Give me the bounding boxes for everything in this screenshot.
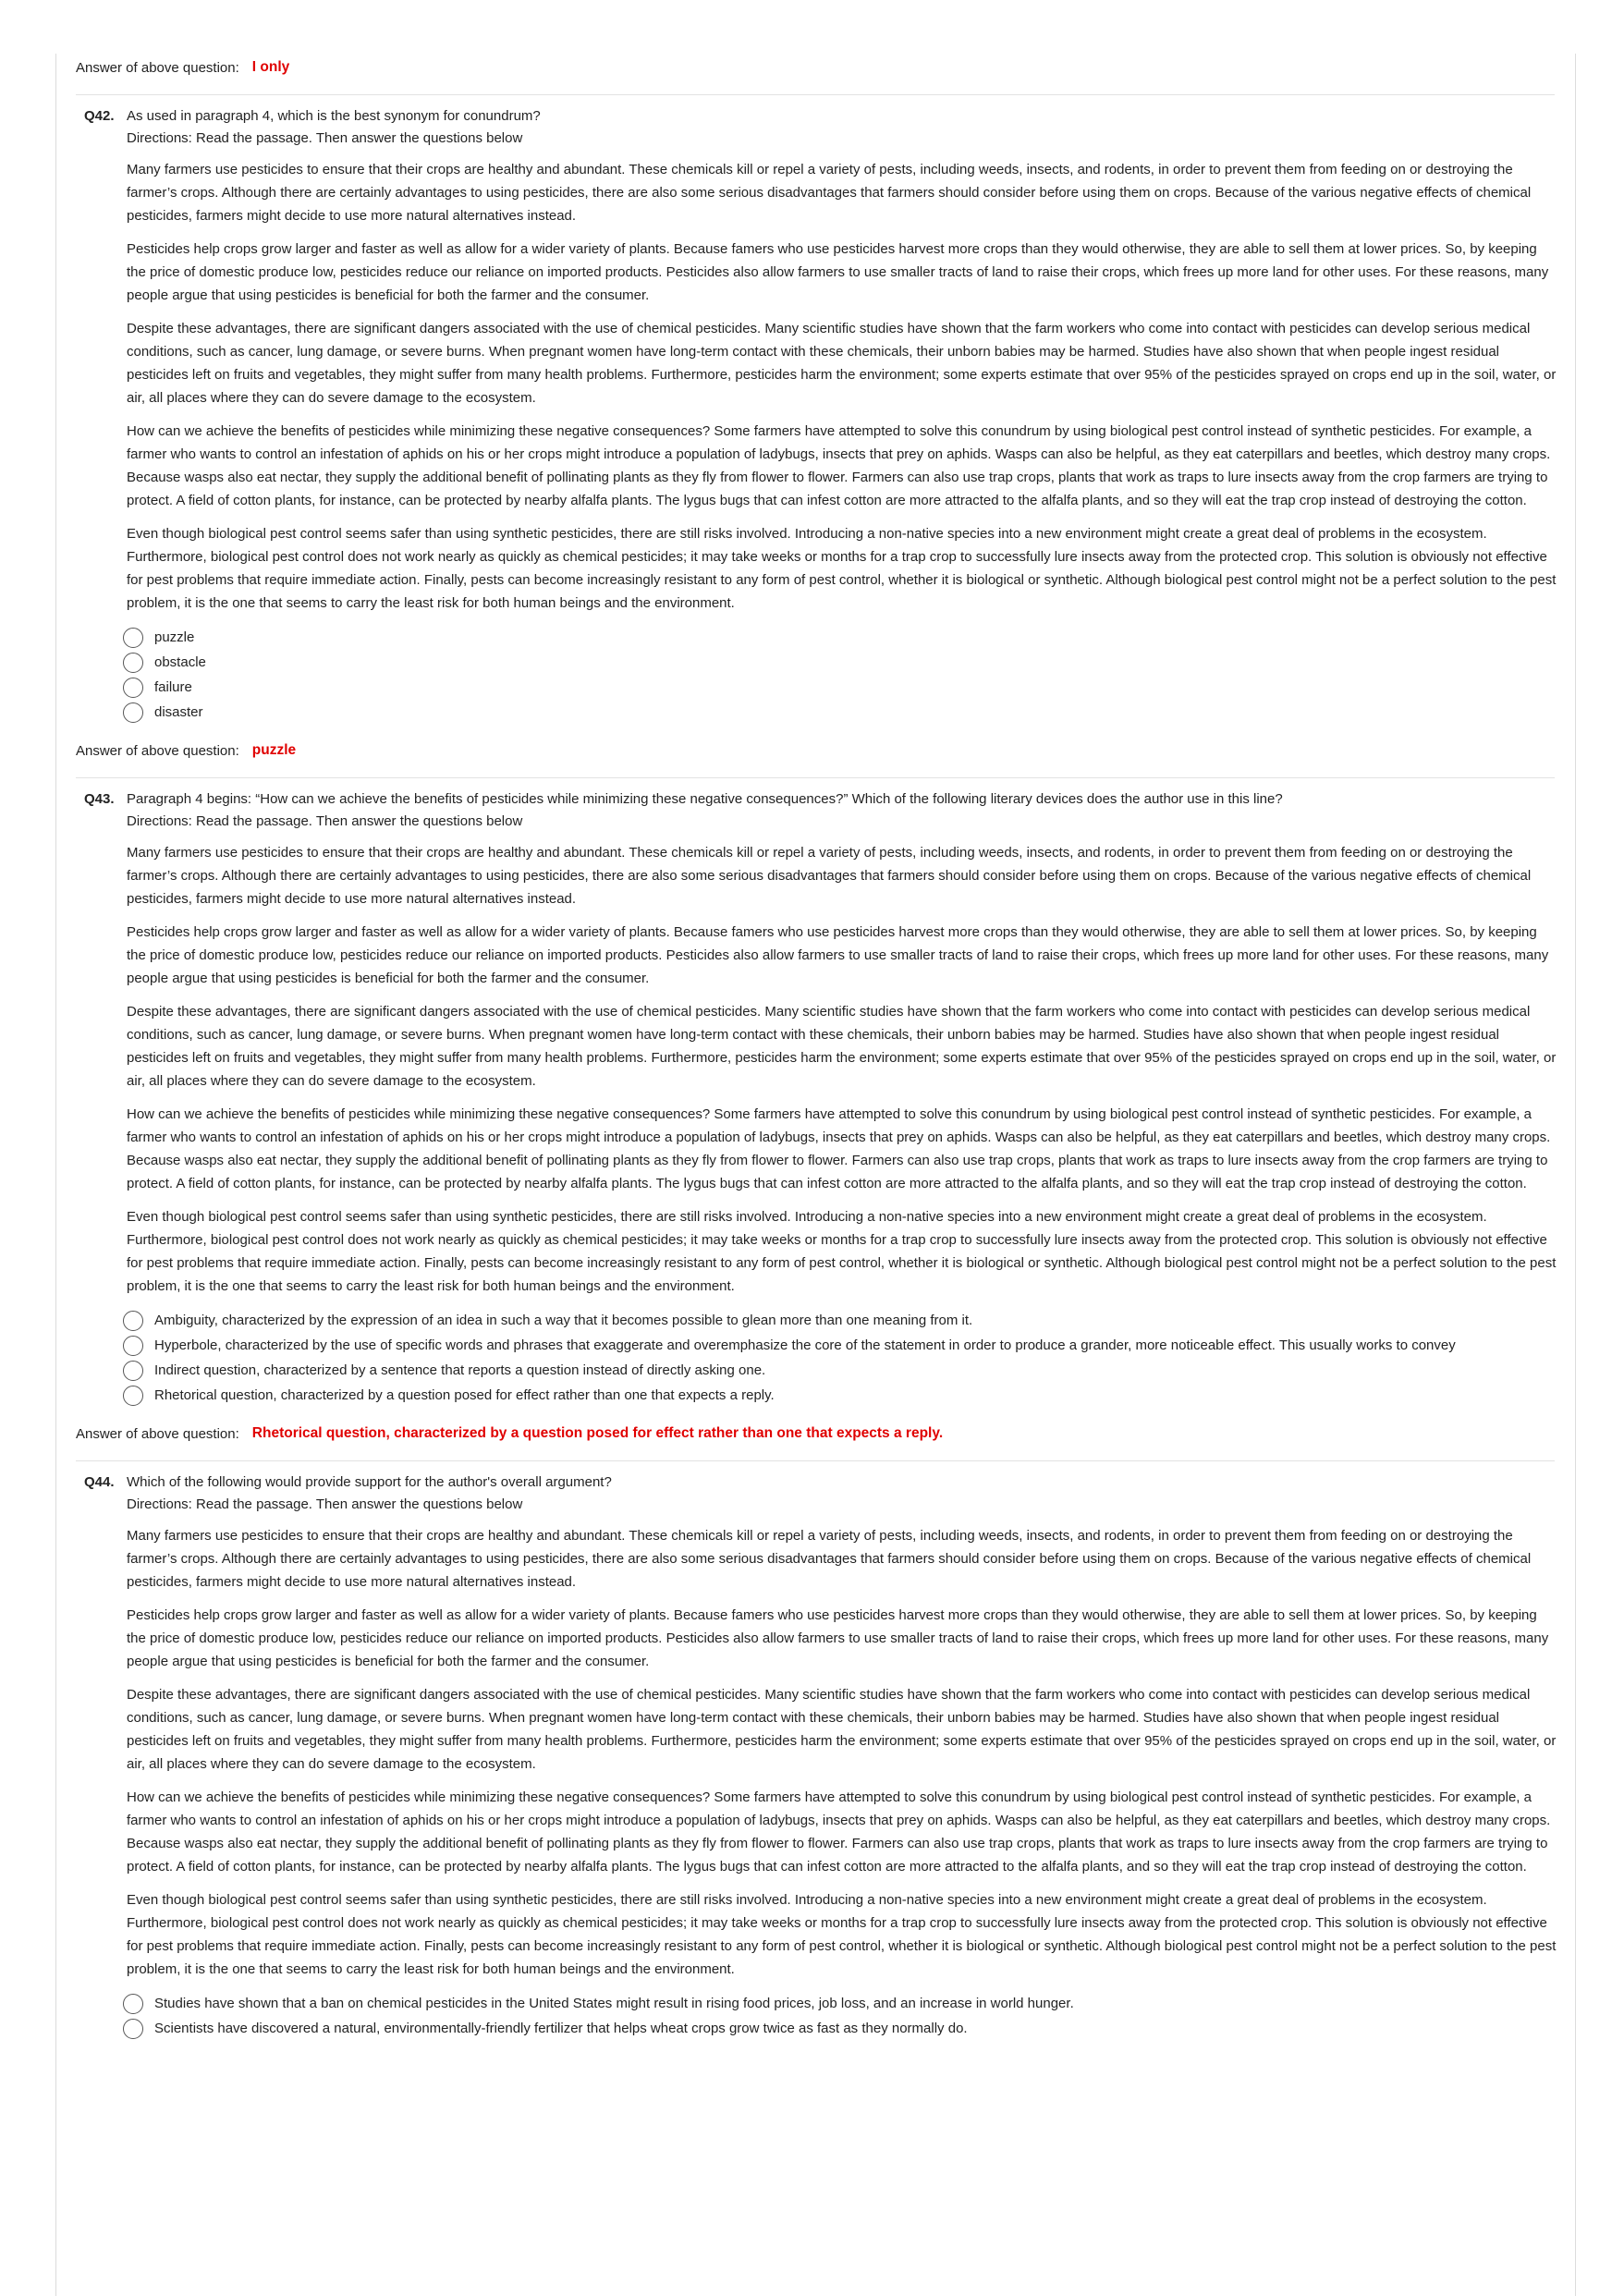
radio-button[interactable] (123, 1336, 143, 1356)
quiz-review-page (76, 54, 1575, 2053)
question-block (84, 788, 1575, 1408)
passage-paragraph: Pesticides help crops grow larger and faster as well as allow for a wider variety of plants. Because famers who use pesticides harvest more crops than they would otherwise, they are able to sell them at lower prices. So, by keeping the price of domestic produce low, pesticides reduce our reliance on imported products. Pesticides also allow farmers to use smaller tracts of land to raise their crops, which frees up more land for other uses. For these reasons, many people argue that using pesticides is beneficial for both the farmer and the consumer. (127, 1607, 1549, 1669)
passage-paragraph: Pesticides help crops grow larger and faster as well as allow for a wider variety of plants. Because famers who use pesticides harvest more crops than they would otherwise, they are able to sell them at lower prices. So, by keeping the price of domestic produce low, pesticides reduce our reliance on imported products. Pesticides also allow farmers to use smaller tracts of land to raise their crops, which frees up more land for other uses. For these reasons, many people argue that using pesticides is beneficial for both the farmer and the consumer. (127, 241, 1549, 303)
reading-passage (127, 158, 1559, 615)
answer-option[interactable] (123, 1383, 1583, 1408)
question-directions: Directions: Read the passage. Then answer the questions below (127, 813, 523, 829)
option-label: Rhetorical question, characterized by a question posed for effect rather than one that expects a reply. (154, 1387, 775, 1403)
radio-button[interactable] (123, 1994, 143, 2014)
passage-paragraph: Pesticides help crops grow larger and faster as well as allow for a wider variety of plants. Because famers who use pesticides harvest more crops than they would otherwise, they are able to sell them at lower prices. So, by keeping the price of domestic produce low, pesticides reduce our reliance on imported products. Pesticides also allow farmers to use smaller tracts of land to raise their crops, which frees up more land for other uses. For these reasons, many people argue that using pesticides is beneficial for both the farmer and the consumer. (127, 924, 1549, 986)
question-block (84, 105, 1575, 725)
option-label: obstacle (154, 654, 206, 670)
question-block (84, 1472, 1575, 2041)
option-label: failure (154, 679, 192, 695)
reading-passage (127, 841, 1559, 1298)
question-directions: Directions: Read the passage. Then answer the questions below (127, 1496, 523, 1512)
radio-button[interactable] (123, 653, 143, 673)
radio-button[interactable] (123, 2019, 143, 2039)
passage-paragraph: Despite these advantages, there are significant dangers associated with the use of chemical pesticides. Many scientific studies have shown that the farm workers who come into contact with pesticides can develop serious medical conditions, such as cancer, lung damage, or severe burns. When pregnant women have long-term contact with these chemicals, their unborn babies may be harmed. Studies have also shown that when people ingest residual pesticides left on fruits and vegetables, they might suffer from many health problems. Furthermore, pesticides harm the environment; some experts estimate that over 95% of the pesticides sprayed on crops end up in the soil, water, or air, all places where they can do severe damage to the ecosystem. (127, 1004, 1557, 1089)
separator (76, 1460, 1555, 1461)
option-label: disaster (154, 704, 203, 720)
answer-line (76, 737, 1575, 764)
answer-option[interactable] (123, 1991, 1583, 2016)
answer-line (76, 54, 1575, 81)
answer-label: Answer of above question: (76, 1425, 239, 1442)
answer-options (123, 625, 1575, 725)
option-label: puzzle (154, 629, 195, 645)
answer-option[interactable] (123, 1333, 1583, 1358)
radio-button[interactable] (123, 702, 143, 723)
option-label: Ambiguity, characterized by the expression of an idea in such a way that it becomes possible to glean more than one meaning from it. (154, 1313, 973, 1328)
question-text: As used in paragraph 4, which is the best synonym for conundrum? (127, 108, 541, 124)
question-number: Q42. (84, 108, 115, 124)
answer-option[interactable] (123, 1358, 1583, 1383)
answer-option[interactable] (123, 650, 1583, 675)
reading-passage (127, 1524, 1559, 1981)
radio-button[interactable] (123, 678, 143, 698)
passage-paragraph: Even though biological pest control seems safer than using synthetic pesticides, there are still risks involved. Introducing a non-native species into a new environment might create a great deal of problems in the ecosystem. Furthermore, biological pest control does not work nearly as quickly as chemical pesticides; it may take weeks or months for a trap crop to successfully lure insects away from the protected crop. This solution is obviously not effective for pest problems that require immediate action. Finally, pests can become increasingly resistant to any form of pest control, whether it is biological or synthetic. Although biological pest control might not be a perfect solution to the pest problem, it is the one that seems to carry the least risk for both human beings and the environment. (127, 526, 1557, 611)
answer-options (123, 1308, 1575, 1408)
option-label: Studies have shown that a ban on chemical pesticides in the United States might result in rising food prices, job loss, and an increase in world hunger. (154, 1996, 1074, 2011)
question-directions: Directions: Read the passage. Then answer the questions below (127, 130, 523, 146)
radio-button[interactable] (123, 1311, 143, 1331)
answer-value: I only (251, 59, 290, 75)
passage-paragraph: Despite these advantages, there are significant dangers associated with the use of chemical pesticides. Many scientific studies have shown that the farm workers who come into contact with pesticides can develop serious medical conditions, such as cancer, lung damage, or severe burns. When pregnant women have long-term contact with these chemicals, their unborn babies may be harmed. Studies have also shown that when people ingest residual pesticides left on fruits and vegetables, they might suffer from many health problems. Furthermore, pesticides harm the environment; some experts estimate that over 95% of the pesticides sprayed on crops end up in the soil, water, or air, all places where they can do severe damage to the ecosystem. (127, 321, 1557, 406)
passage-paragraph: Even though biological pest control seems safer than using synthetic pesticides, there are still risks involved. Introducing a non-native species into a new environment might create a great deal of problems in the ecosystem. Furthermore, biological pest control does not work nearly as quickly as chemical pesticides; it may take weeks or months for a trap crop to successfully lure insects away from the protected crop. This solution is obviously not effective for pest problems that require immediate action. Finally, pests can become increasingly resistant to any form of pest control, whether it is biological or synthetic. Although biological pest control might not be a perfect solution to the pest problem, it is the one that seems to carry the least risk for both human beings and the environment. (127, 1209, 1557, 1294)
passage-paragraph: How can we achieve the benefits of pesticides while minimizing these negative consequences? Some farmers have attempted to solve this conundrum by using biological pest control instead of synthetic pesticides. For example, a farmer who wants to control an infestation of aphids on his or her crops might introduce a population of ladybugs, insects that prey on aphids. Wasps can also be helpful, as they eat caterpillars and beetles, which destroy many crops. Because wasps also eat nectar, they supply the additional benefit of pollinating plants as they fly from flower to flower. Farmers can also use trap crops, plants that work as traps to lure insects away from the crop farmers are trying to protect. A field of cotton plants, for instance, can be protected by nearby alfalfa plants. The lygus bugs that can infest cotton are more attracted to the alfalfa plants, and so they will eat the trap crop instead of destroying the cotton. (127, 1106, 1551, 1191)
answer-options (123, 1991, 1575, 2041)
passage-paragraph: Many farmers use pesticides to ensure that their crops are healthy and abundant. These chemicals kill or repel a variety of pests, including weeds, insects, and rodents, in order to prevent them from feeding on or destroying the farmer’s crops. Although there are certainly advantages to using pesticides, there are also some serious disadvantages that farmers should consider before using them on crops. Because of the various negative effects of chemical pesticides, farmers might decide to use more natural alternatives instead. (127, 1528, 1532, 1590)
radio-button[interactable] (123, 1361, 143, 1381)
passage-paragraph: How can we achieve the benefits of pesticides while minimizing these negative consequences? Some farmers have attempted to solve this conundrum by using biological pest control instead of synthetic pesticides. For example, a farmer who wants to control an infestation of aphids on his or her crops might introduce a population of ladybugs, insects that prey on aphids. Wasps can also be helpful, as they eat caterpillars and beetles, which destroy many crops. Because wasps also eat nectar, they supply the additional benefit of pollinating plants as they fly from flower to flower. Farmers can also use trap crops, plants that work as traps to lure insects away from the crop farmers are trying to protect. A field of cotton plants, for instance, can be protected by nearby alfalfa plants. The lygus bugs that can infest cotton are more attracted to the alfalfa plants, and so they will eat the trap crop instead of destroying the cotton. (127, 1789, 1551, 1875)
passage-paragraph: Many farmers use pesticides to ensure that their crops are healthy and abundant. These chemicals kill or repel a variety of pests, including weeds, insects, and rodents, in order to prevent them from feeding on or destroying the farmer’s crops. Although there are certainly advantages to using pesticides, there are also some serious disadvantages that farmers should consider before using them on crops. Because of the various negative effects of chemical pesticides, farmers might decide to use more natural alternatives instead. (127, 845, 1532, 907)
answer-option[interactable] (123, 675, 1583, 700)
option-label: Indirect question, characterized by a sentence that reports a question instead of directly asking one. (154, 1362, 766, 1378)
question-text: Which of the following would provide support for the author's overall argument? (127, 1474, 612, 1490)
answer-value: Rhetorical question, characterized by a question posed for effect rather than one that expects a reply. (251, 1425, 944, 1441)
option-label: Hyperbole, characterized by the use of specific words and phrases that exaggerate and overemphasize the core of the statement in order to produce a grander, more noticeable effect. This usually works to convey (154, 1337, 1456, 1353)
passage-paragraph: How can we achieve the benefits of pesticides while minimizing these negative consequences? Some farmers have attempted to solve this conundrum by using biological pest control instead of synthetic pesticides. For example, a farmer who wants to control an infestation of aphids on his or her crops might introduce a population of ladybugs, insects that prey on aphids. Wasps can also be helpful, as they eat caterpillars and beetles, which destroy many crops. Because wasps also eat nectar, they supply the additional benefit of pollinating plants as they fly from flower to flower. Farmers can also use trap crops, plants that work as traps to lure insects away from the crop farmers are trying to protect. A field of cotton plants, for instance, can be protected by nearby alfalfa plants. The lygus bugs that can infest cotton are more attracted to the alfalfa plants, and so they will eat the trap crop instead of destroying the cotton. (127, 423, 1551, 508)
radio-button[interactable] (123, 1386, 143, 1406)
answer-label: Answer of above question: (76, 742, 239, 759)
passage-paragraph: Even though biological pest control seems safer than using synthetic pesticides, there are still risks involved. Introducing a non-native species into a new environment might create a great deal of problems in the ecosystem. Furthermore, biological pest control does not work nearly as quickly as chemical pesticides; it may take weeks or months for a trap crop to successfully lure insects away from the protected crop. This solution is obviously not effective for pest problems that require immediate action. Finally, pests can become increasingly resistant to any form of pest control, whether it is biological or synthetic. Although biological pest control might not be a perfect solution to the pest problem, it is the one that seems to carry the least risk for both human beings and the environment. (127, 1892, 1557, 1977)
answer-value: puzzle (251, 742, 297, 758)
separator (76, 777, 1555, 778)
question-number: Q44. (84, 1474, 115, 1490)
answer-line (76, 1420, 1575, 1447)
radio-button[interactable] (123, 628, 143, 648)
answer-option[interactable] (123, 625, 1583, 650)
answer-option[interactable] (123, 1308, 1583, 1333)
answer-label: Answer of above question: (76, 59, 239, 76)
page-border-left (55, 54, 56, 2296)
question-number: Q43. (84, 791, 115, 807)
passage-paragraph: Many farmers use pesticides to ensure that their crops are healthy and abundant. These chemicals kill or repel a variety of pests, including weeds, insects, and rodents, in order to prevent them from feeding on or destroying the farmer’s crops. Although there are certainly advantages to using pesticides, there are also some serious disadvantages that farmers should consider before using them on crops. Because of the various negative effects of chemical pesticides, farmers might decide to use more natural alternatives instead. (127, 162, 1532, 224)
page-border-right (1575, 54, 1576, 2296)
separator (76, 94, 1555, 95)
answer-option[interactable] (123, 700, 1583, 725)
answer-option[interactable] (123, 2016, 1583, 2041)
option-label: Scientists have discovered a natural, environmentally-friendly fertilizer that helps wheat crops grow twice as fast as they normally do. (154, 2021, 968, 2036)
passage-paragraph: Despite these advantages, there are significant dangers associated with the use of chemical pesticides. Many scientific studies have shown that the farm workers who come into contact with pesticides can develop serious medical conditions, such as cancer, lung damage, or severe burns. When pregnant women have long-term contact with these chemicals, their unborn babies may be harmed. Studies have also shown that when people ingest residual pesticides left on fruits and vegetables, they might suffer from many health problems. Furthermore, pesticides harm the environment; some experts estimate that over 95% of the pesticides sprayed on crops end up in the soil, water, or air, all places where they can do severe damage to the ecosystem. (127, 1687, 1557, 1772)
question-text: Paragraph 4 begins: “How can we achieve the benefits of pesticides while minimizing these negative consequences?” Which of the following literary devices does the author use in this line? (127, 791, 1283, 807)
